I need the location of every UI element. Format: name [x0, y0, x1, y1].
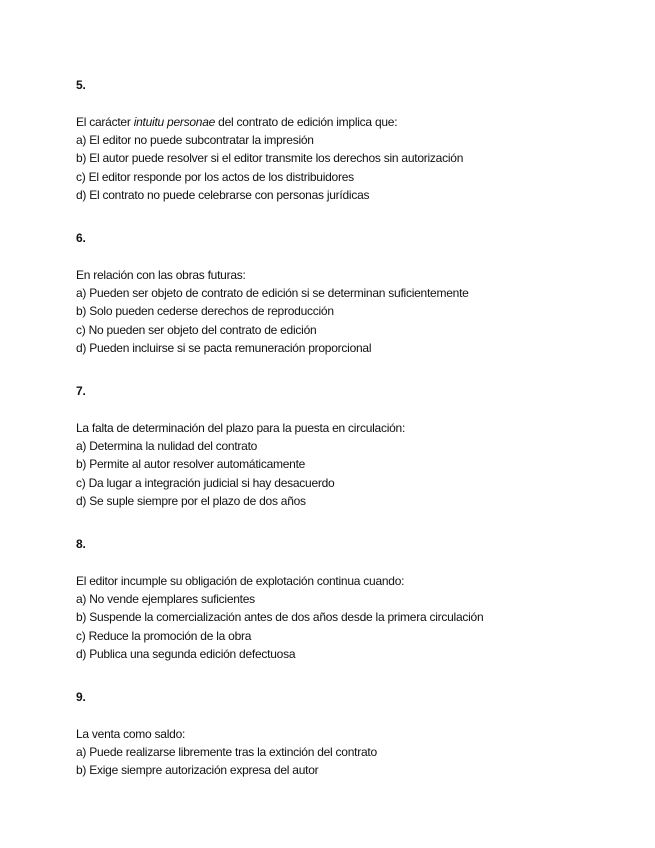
option-c: c) No pueden ser objeto del contrato de edición — [76, 322, 317, 337]
option-d: d) Publica una segunda edición defectuosa — [76, 646, 296, 661]
option-a: a) El editor no puede subcontratar la impresión — [76, 133, 314, 148]
question-8 — [76, 535, 636, 663]
stem-text-before: El carácter — [76, 115, 134, 129]
question-number: 7. — [76, 384, 86, 398]
stem-italic-term: intuitu personae — [133, 115, 216, 129]
option-a: a) Pueden ser objeto de contrato de edición si se determinan suficientemente — [76, 286, 469, 301]
question-stem: La venta como saldo: — [76, 727, 186, 741]
option-c: c) Reduce la promoción de la obra — [76, 628, 252, 643]
stem-text-after: del contrato de edición implica que: — [215, 115, 398, 129]
option-d: d) El contrato no puede celebrarse con personas jurídicas — [76, 187, 370, 202]
question-stem: En relación con las obras futuras: — [76, 268, 246, 282]
question-stem — [76, 113, 636, 131]
option-b: b) Exige siempre autorización expresa del autor — [76, 763, 319, 778]
option-a: a) Determina la nulidad del contrato — [76, 439, 258, 454]
option-b: b) El autor puede resolver si el editor transmite los derechos sin autorización — [76, 151, 464, 166]
option-a: a) Puede realizarse libremente tras la extinción del contrato — [76, 745, 377, 760]
question-7 — [76, 382, 636, 510]
question-stem: La falta de determinación del plazo para la puesta en circulación: — [76, 421, 406, 435]
question-stem: El editor incumple su obligación de explotación continua cuando: — [76, 574, 405, 588]
option-a: a) No vende ejemplares suficientes — [76, 592, 255, 607]
question-6 — [76, 229, 636, 357]
question-number: 6. — [76, 231, 86, 245]
option-d: d) Se suple siempre por el plazo de dos años — [76, 493, 306, 508]
option-d: d) Pueden incluirse si se pacta remuneración proporcional — [76, 340, 372, 355]
option-b: b) Solo pueden cederse derechos de reproducción — [76, 304, 334, 319]
option-b: b) Permite al autor resolver automáticamente — [76, 457, 306, 472]
option-c: c) El editor responde por los actos de los distribuidores — [76, 169, 354, 184]
question-9 — [76, 688, 636, 780]
question-number: 9. — [76, 690, 86, 704]
option-b: b) Suspende la comercialización antes de dos años desde la primera circulación — [76, 610, 484, 625]
question-number: 8. — [76, 537, 86, 551]
question-5 — [76, 76, 636, 204]
option-c: c) Da lugar a integración judicial si hay desacuerdo — [76, 475, 335, 490]
question-number: 5. — [76, 78, 86, 92]
